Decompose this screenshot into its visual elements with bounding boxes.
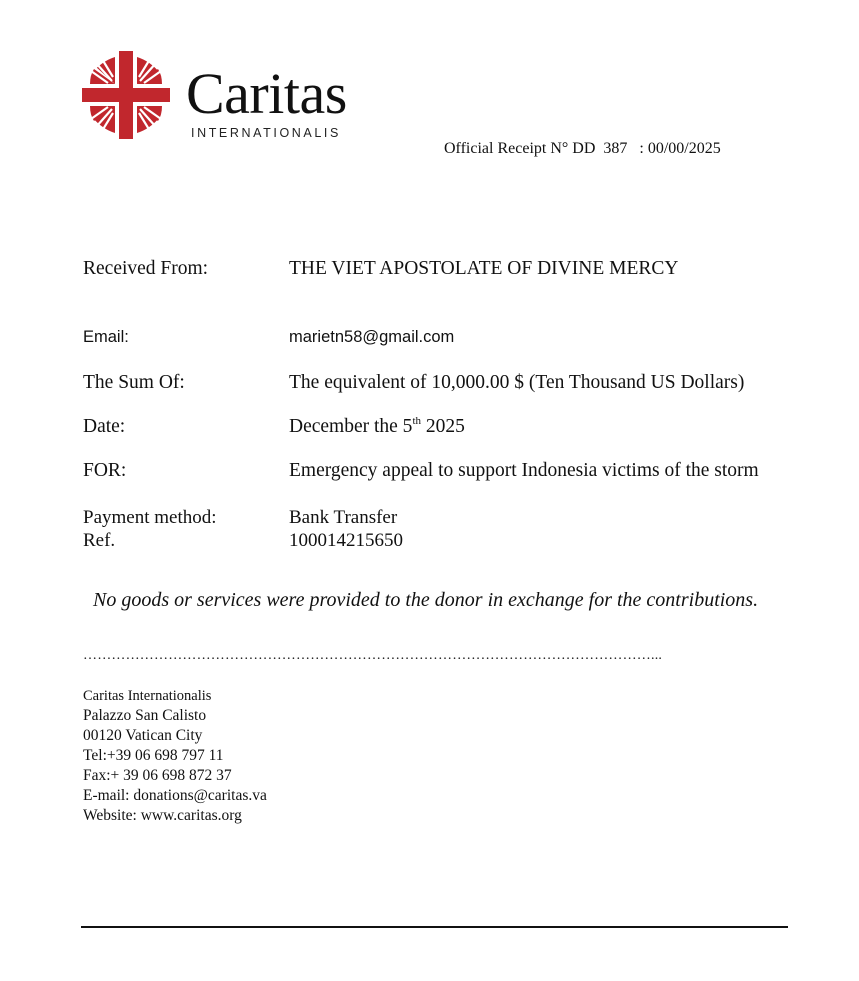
bottom-rule — [81, 926, 788, 928]
for-label: FOR: — [83, 460, 127, 481]
footer-org: Caritas Internationalis — [83, 688, 212, 704]
dotted-separator: …………………………………………………………………………………………………………... — [83, 648, 663, 663]
sum-value: The equivalent of 10,000.00 $ (Ten Thousand US Dollars) — [289, 372, 745, 393]
payment-method-value: Bank Transfer — [289, 507, 398, 528]
email-label: Email: — [83, 328, 129, 346]
footer-email: E-mail: donations@caritas.va — [83, 787, 267, 804]
for-value: Emergency appeal to support Indonesia victims of the storm — [289, 460, 759, 481]
payment-method-label: Payment method: — [83, 507, 217, 528]
sum-label: The Sum Of: — [83, 372, 185, 393]
footer-tel: Tel:+39 06 698 797 11 — [83, 747, 224, 764]
disclaimer-note: No goods or services were provided to the donor in exchange for the contributions. — [93, 589, 759, 611]
footer-address1: Palazzo San Calisto — [83, 707, 207, 724]
logo-wordmark: Caritas — [186, 61, 347, 126]
ref-value: 100014215650 — [289, 530, 403, 551]
ref-label: Ref. — [83, 530, 116, 551]
footer-website: Website: www.caritas.org — [83, 807, 242, 824]
footer-address2: 00120 Vatican City — [83, 727, 203, 744]
date-value-ordinal: th — [412, 415, 421, 427]
date-value — [289, 416, 465, 438]
date-value-prefix: December the 5 — [289, 416, 413, 437]
footer-fax: Fax:+ 39 06 698 872 37 — [83, 767, 232, 784]
logo-subtitle: INTERNATIONALIS — [191, 126, 341, 140]
date-label: Date: — [83, 416, 126, 437]
date-value-year: 2025 — [421, 416, 465, 437]
email-value: marietn58@gmail.com — [289, 328, 455, 346]
caritas-logo-icon — [82, 51, 170, 139]
received-from-value: THE VIET APOSTOLATE OF DIVINE MERCY — [289, 258, 679, 279]
received-from-label: Received From: — [83, 258, 209, 279]
receipt-number: Official Receipt N° DD 387 : 00/00/2025 — [444, 140, 721, 157]
